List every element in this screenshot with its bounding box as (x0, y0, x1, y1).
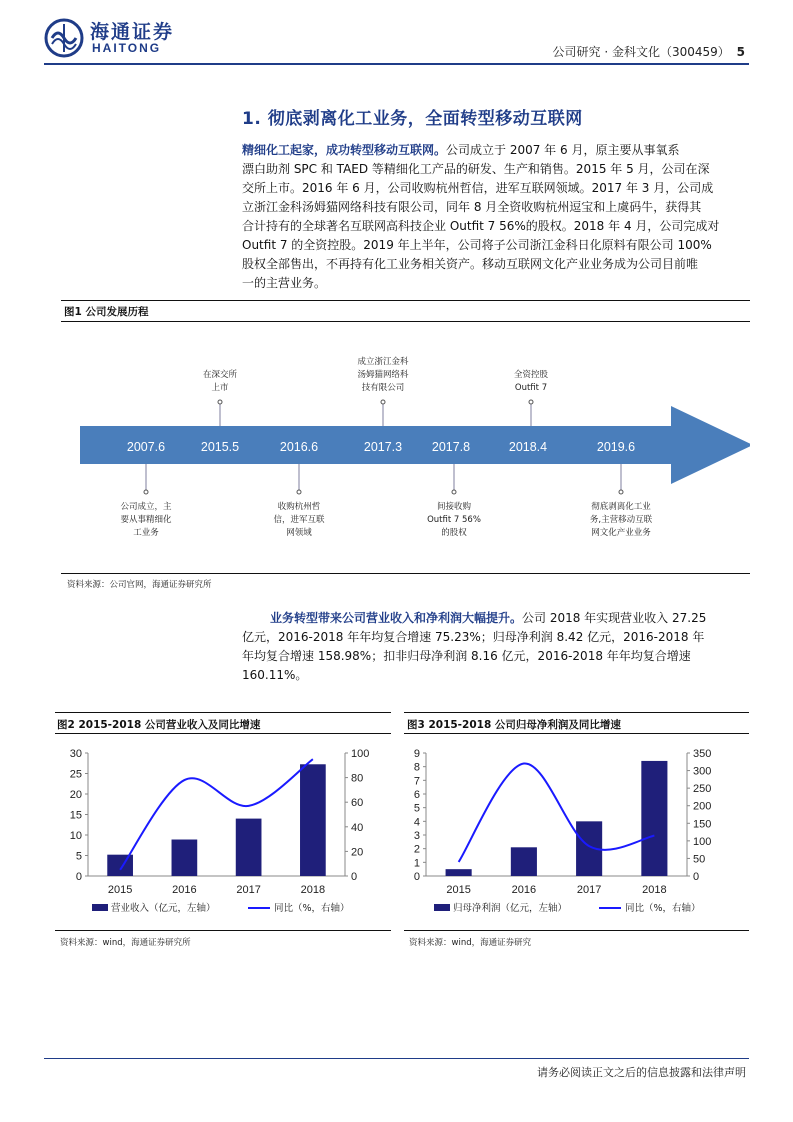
bar (446, 869, 472, 876)
series-line (120, 759, 313, 870)
x-tick-label: 2017 (576, 884, 602, 896)
fig3-title-rule (404, 733, 749, 734)
timeline-note: 间接收购 (436, 502, 472, 512)
x-tick-label: 2018 (642, 884, 667, 896)
timeline-note: 上市 (211, 383, 229, 393)
bar (511, 847, 537, 876)
timeline-note: 彻底剥离化工业 (591, 502, 651, 512)
right-tick-label: 50 (693, 853, 706, 866)
chart-revenue (55, 737, 391, 927)
timeline-year: 2016.6 (279, 440, 319, 454)
series-line (459, 763, 655, 861)
fig3-top-rule (404, 712, 749, 713)
fig2-title: 图2 2015-2018 公司营业收入及同比增速 (57, 719, 261, 731)
left-tick-label: 5 (413, 802, 420, 815)
chart-net-profit (404, 737, 749, 927)
legend-bar-swatch (92, 904, 108, 911)
x-tick-label: 2017 (236, 884, 261, 896)
timeline-note: 公司成立，主 (120, 502, 172, 512)
fig1-source: 资料来源：公司官网，海通证券研究所 (67, 580, 212, 590)
section-title: 1. 彻底剥离化工业务，全面转型移动互联网 (242, 109, 583, 129)
paragraph-lead: 精细化工起家，成功转型移动互联网。 (242, 143, 447, 157)
timeline-year: 2017.8 (431, 440, 471, 454)
x-tick-label: 2018 (300, 884, 326, 896)
left-tick-label: 2 (413, 843, 420, 856)
timeline-year: 2019.6 (596, 440, 636, 454)
bar (172, 840, 198, 876)
paragraph-2: 业务转型带来公司营业收入和净利润大幅提升。公司 2018 年实现营业收入 27.25 (270, 611, 707, 625)
x-tick-label: 2015 (107, 884, 133, 896)
right-tick-label: 80 (351, 772, 364, 785)
left-tick-label: 6 (413, 789, 420, 801)
timeline-note: 汤姆猫网络科 (357, 370, 409, 380)
left-tick-label: 8 (413, 761, 420, 774)
report-title: 公司研究 · 金科文化（300459） 5 (552, 45, 745, 59)
bar (641, 761, 667, 876)
bar (107, 855, 133, 876)
fig1-bottom-rule (61, 573, 750, 574)
left-tick-label: 0 (75, 871, 82, 883)
left-tick-label: 5 (75, 850, 82, 863)
timeline-year: 2017.3 (363, 440, 403, 454)
legend-bar-label: 营业收入（亿元，左轴） (111, 903, 216, 914)
left-tick-label: 15 (69, 809, 82, 822)
timeline-note: 网领域 (286, 528, 312, 538)
timeline-note: 技有限公司 (361, 383, 405, 393)
timeline-dot (619, 490, 623, 494)
timeline-note: 的股权 (441, 528, 467, 538)
timeline-note: 网文化产业业务 (591, 528, 651, 538)
fig2-bottom-rule (55, 930, 391, 931)
timeline-note: Outfit 7 (514, 383, 548, 393)
timeline-year: 2015.5 (200, 440, 240, 454)
right-tick-label: 300 (693, 765, 712, 778)
legend-bar-swatch (434, 904, 450, 911)
right-tick-label: 20 (351, 846, 364, 859)
timeline-note: 全资控股 (513, 370, 549, 380)
x-tick-label: 2016 (511, 884, 537, 896)
left-tick-label: 9 (413, 748, 420, 760)
logo-en: HAITONG (92, 41, 162, 55)
timeline-note: 信，进军互联 (273, 515, 325, 525)
right-tick-label: 40 (351, 821, 364, 834)
page-number: 5 (736, 45, 745, 59)
fig3-bottom-rule (404, 930, 749, 931)
bar (236, 819, 262, 876)
timeline-dot (297, 490, 301, 494)
right-tick-label: 200 (693, 800, 712, 813)
right-tick-label: 100 (693, 835, 712, 848)
right-tick-label: 60 (351, 797, 364, 810)
left-tick-label: 25 (69, 768, 82, 781)
section-paragraph: 精细化工起家，成功转型移动互联网。公司成立于 2007 年 6 月，原主要从事氧系 漂白助剂 SPC 和 TAED 等精细化工产品的研发、生产和销售。2015 年 5 月，公司在深 交所上市。2016 年 6 月，公司收购杭州哲信，进军互联网领域。2017 年 3 月，公司成 立浙江金科汤姆猫网络科技有限公司，同年 8 月全资收购杭州逗宝和上虞码牛，获得其 合计持有的全球著名互联网高科技企业 Outfit 7 56%的股权。2018 年 4 月，公司完成对 Outfit 7 的全资控股。2019 年上半年，公司将子公司浙江金科日化原料有限公司 100% 股权全部售出，不再持有化工业务相关资产。移动互联网文化产业业务成为公司目前唯 一的主营业务。 (242, 143, 720, 290)
timeline-note: Outfit 7 56% (427, 515, 481, 525)
left-tick-label: 10 (69, 830, 82, 842)
fig1-top-rule (61, 300, 750, 301)
timeline-year: 2018.4 (508, 440, 548, 454)
left-tick-label: 20 (69, 789, 82, 801)
timeline-dot (218, 400, 222, 404)
fig3-source: 资料来源：wind，海通证券研究 (409, 938, 532, 948)
logo-cn: 海通证券 (90, 21, 175, 43)
fig1-title: 图1 公司发展历程 (64, 306, 149, 318)
right-tick-label: 350 (693, 748, 712, 760)
timeline-note: 工业务 (133, 528, 159, 538)
left-tick-label: 0 (413, 871, 420, 883)
paragraph-2-rest: 亿元，2016-2018 年年均复合增速 75.23%；归母净利润 8.42 亿元，2016-2018 年 年均复合增速 158.98%；扣非归母净利润 8.16 亿元，2016-2018 年年均复合增速 160.11%。 (242, 630, 705, 682)
timeline (61, 322, 750, 572)
timeline-arrow (80, 406, 750, 484)
fig2-top-rule (55, 712, 391, 713)
timeline-note: 务,主营移动互联 (589, 515, 653, 525)
left-tick-label: 1 (413, 857, 420, 870)
legend-line-label: 同比（%，右轴） (274, 903, 350, 914)
fig3-title: 图3 2015-2018 公司归母净利润及同比增速 (407, 719, 621, 731)
right-tick-label: 150 (693, 818, 712, 831)
right-tick-label: 250 (693, 783, 712, 796)
bar (300, 764, 326, 876)
timeline-note: 收购杭州哲 (277, 502, 321, 512)
footer-rule (44, 1058, 749, 1059)
x-tick-label: 2015 (446, 884, 471, 896)
timeline-dot (452, 490, 456, 494)
header (0, 0, 793, 70)
x-tick-label: 2016 (172, 884, 197, 896)
timeline-dot (529, 400, 533, 404)
timeline-year: 2007.6 (126, 440, 166, 454)
right-tick-label: 0 (351, 871, 358, 883)
right-tick-label: 100 (351, 748, 370, 760)
timeline-note: 在深交所 (202, 370, 238, 380)
timeline-dot (381, 400, 385, 404)
legend-bar-label: 归母净利润（亿元，左轴） (453, 903, 568, 914)
fig2-source: 资料来源：wind，海通证券研究所 (60, 938, 191, 948)
header-rule (44, 63, 749, 65)
haitong-logo-icon (44, 18, 84, 58)
right-tick-label: 0 (693, 871, 700, 883)
left-tick-label: 30 (69, 748, 82, 760)
timeline-dot (144, 490, 148, 494)
timeline-note: 成立浙江金科 (357, 357, 409, 367)
timeline-note: 要从事精细化 (120, 515, 172, 525)
fig2-title-rule (55, 733, 391, 734)
footer-disclaimer: 请务必阅读正文之后的信息披露和法律声明 (537, 1066, 746, 1079)
left-tick-label: 7 (413, 775, 420, 788)
legend-line-label: 同比（%，右轴） (625, 903, 701, 914)
left-tick-label: 4 (413, 816, 420, 829)
left-tick-label: 3 (413, 830, 420, 842)
